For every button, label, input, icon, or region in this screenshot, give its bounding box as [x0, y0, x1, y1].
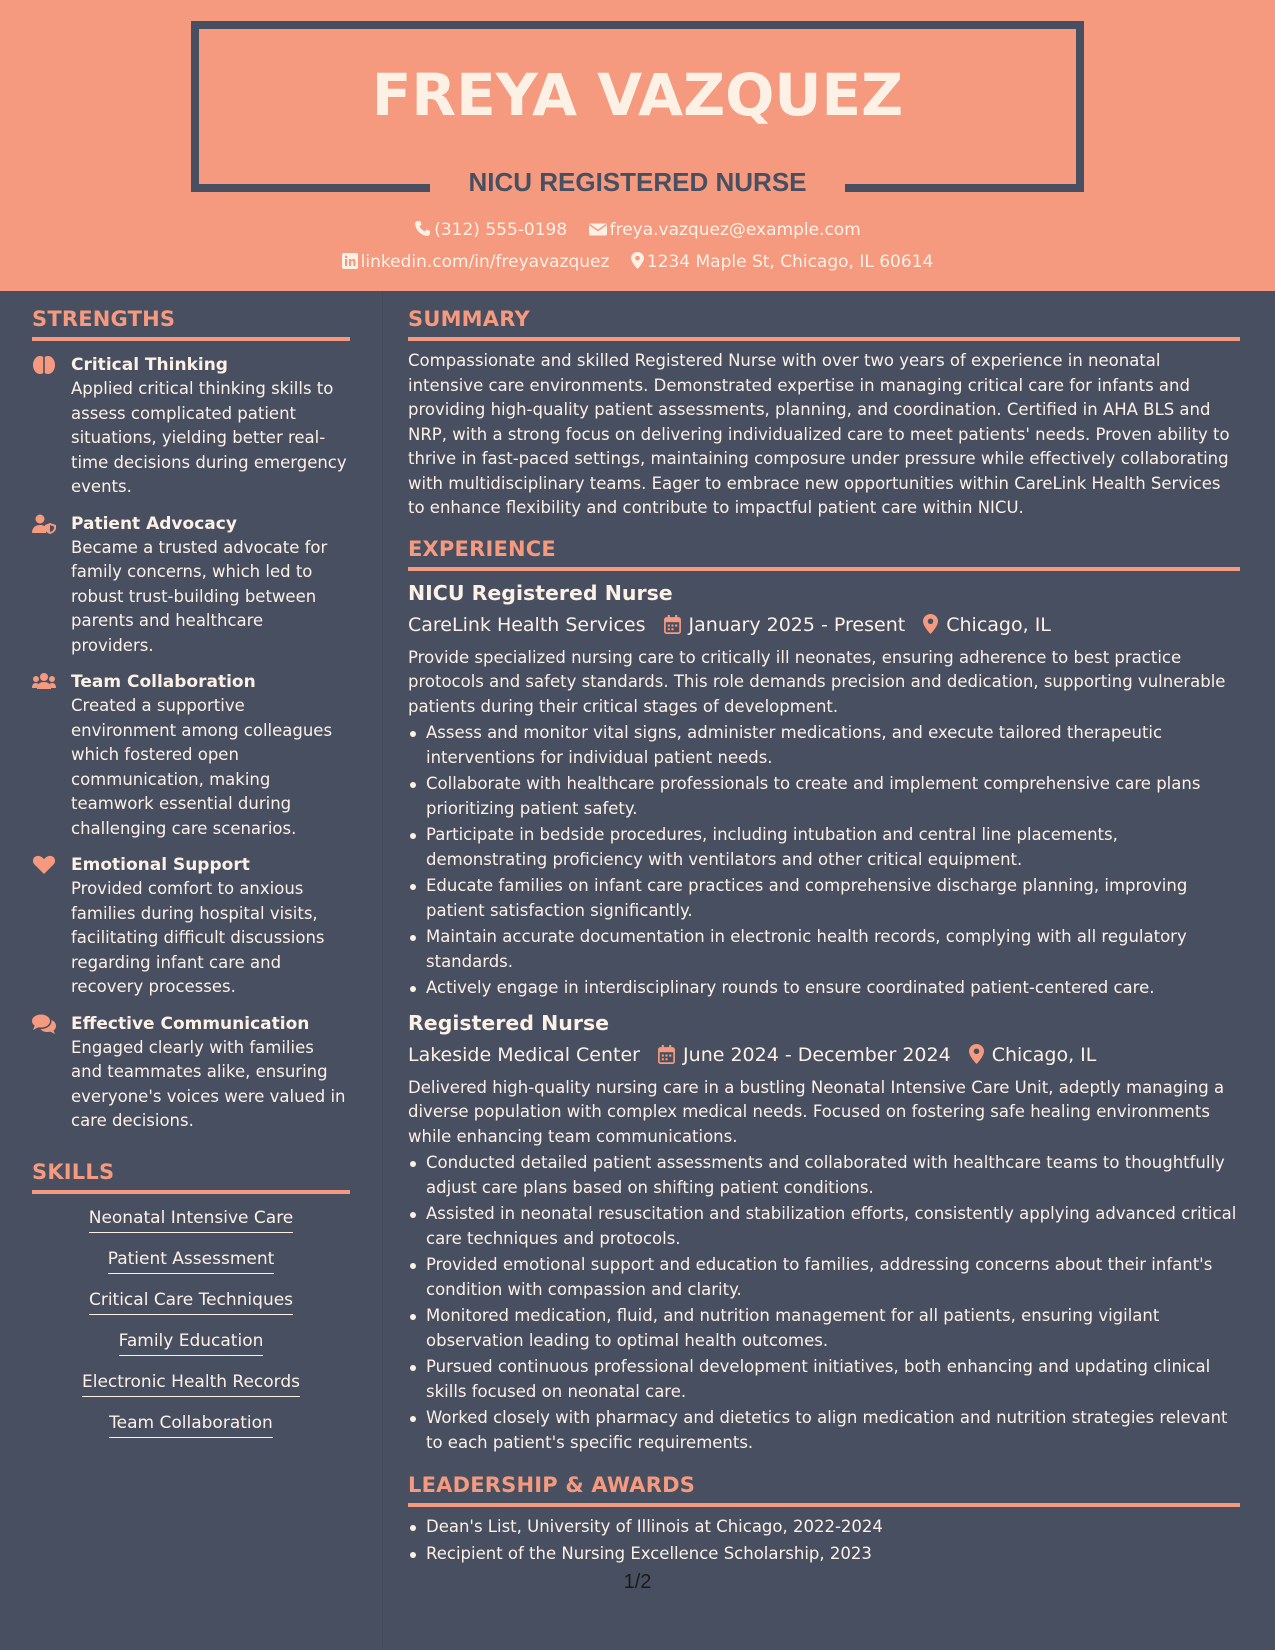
job-location: Chicago, IL: [991, 1043, 1097, 1066]
bullet-item: Participate in bedside procedures, including intubation and central line placements, demonstrating proficiency with ventilators and other critical equipment.: [408, 823, 1240, 872]
job-title-heading: NICU REGISTERED NURSE: [468, 167, 807, 197]
right-column: [408, 291, 1240, 1568]
phone-text: (312) 555-0198: [434, 220, 568, 240]
job-location: Chicago, IL: [946, 613, 1051, 636]
skill-item: Critical Care Techniques: [89, 1290, 293, 1315]
comments-icon: [32, 1014, 56, 1034]
header: [0, 0, 1275, 291]
bullet-item: Maintain accurate documentation in electronic health records, complying with all regulatory standards.: [408, 925, 1240, 974]
job-dates: January 2025 - Present: [688, 613, 906, 636]
brain-icon: [32, 355, 56, 375]
envelope-icon: [589, 222, 607, 237]
strength-desc: Provided comfort to anxious families during hospital visits, facilitating difficult discussions regarding infant care and recovery processes.: [71, 879, 325, 996]
bullet-item: Conducted detailed patient assessments and collaborated with healthcare teams to thoughtfully adjust care plans based on shifting patient conditions.: [408, 1151, 1240, 1200]
page-number: 1/2: [623, 1571, 652, 1593]
skills-heading: SKILLS: [32, 1160, 350, 1194]
linkedin-icon: [342, 253, 358, 269]
bullet-item: Pursued continuous professional development initiatives, both enhancing and updating clinical skills focused on neonatal care.: [408, 1355, 1240, 1404]
skills-list: [32, 1194, 350, 1454]
column-divider: [382, 291, 383, 1650]
phone-contact: [414, 220, 567, 240]
company-name: CareLink Health Services: [408, 613, 646, 636]
strength-title: Team Collaboration: [71, 672, 256, 692]
bullet-item: Provided emotional support and education to families, addressing concerns about their infant's condition with compassion and clarity.: [408, 1253, 1240, 1302]
users-icon: [32, 672, 56, 692]
bullet-item: Worked closely with pharmacy and dietetics to align medication and nutrition strategies relevant to each patient's specific requirements.: [408, 1406, 1240, 1455]
job-entry: [408, 579, 1240, 1001]
email-contact[interactable]: [589, 220, 861, 240]
address-text: 1234 Maple St, Chicago, IL 60614: [646, 252, 934, 272]
linkedin-text: linkedin.com/in/freyavazquez: [360, 252, 610, 272]
strength-item: [32, 1012, 350, 1134]
skill-item: Electronic Health Records: [82, 1372, 300, 1397]
summary-heading: SUMMARY: [408, 307, 1240, 341]
address-contact: [631, 252, 934, 272]
bullet-item: Assess and monitor vital signs, administer medications, and execute tailored therapeutic interventions for individual patient needs.: [408, 721, 1240, 770]
strength-desc: Became a trusted advocate for family concerns, which led to robust trust-building between parents and healthcare providers.: [71, 537, 328, 655]
job-meta: [408, 1042, 1240, 1068]
heart-icon: [32, 855, 56, 875]
company-name: Lakeside Medical Center: [408, 1043, 640, 1066]
job-meta: [408, 612, 1240, 638]
linkedin-contact[interactable]: [342, 252, 610, 272]
job-description: Delivered high-quality nursing care in a bustling Neonatal Intensive Care Unit, adeptly managing a diverse population with complex medical needs. Focused on fostering safe healing environments while enhancing team communications.: [408, 1077, 1225, 1146]
map-pin-icon: [923, 614, 938, 634]
skill-item: Neonatal Intensive Care: [89, 1208, 294, 1233]
phone-icon: [414, 220, 431, 237]
strength-item: [32, 353, 350, 500]
job-title: Registered Nurse: [408, 1010, 610, 1035]
map-pin-icon: [969, 1044, 984, 1064]
job-entry: [408, 1009, 1240, 1456]
left-column: [32, 291, 350, 1454]
job-title: NICU Registered Nurse: [408, 580, 673, 605]
skill-item: Team Collaboration: [109, 1413, 273, 1438]
job-bullets: [408, 721, 1240, 1001]
awards-list: [408, 1515, 1240, 1566]
strength-title: Critical Thinking: [71, 355, 228, 375]
job-bullets: [408, 1151, 1240, 1455]
bullet-item: Actively engage in interdisciplinary rounds to ensure coordinated patient-centered care.: [408, 976, 1240, 1001]
bullet-item: Educate families on infant care practices and comprehensive discharge planning, improving patient satisfaction significantly.: [408, 874, 1240, 923]
skill-item: Patient Assessment: [108, 1249, 275, 1274]
strength-title: Effective Communication: [71, 1013, 310, 1034]
strength-item: [32, 670, 350, 841]
job-description: Provide specialized nursing care to critically ill neonates, ensuring adherence to best practice protocols and safety standards. This role demands precision and dedication, supporting vulnerable patients during their critical stages of development.: [408, 647, 1226, 716]
contact-line-2: [0, 252, 1275, 272]
candidate-name: FREYA VAZQUEZ: [371, 61, 904, 129]
calendar-icon: [664, 615, 681, 634]
strength-title: Patient Advocacy: [71, 513, 237, 534]
bullet-item: Assisted in neonatal resuscitation and stabilization efforts, consistently applying advanced critical care techniques and protocols.: [408, 1202, 1240, 1251]
map-pin-icon: [631, 252, 644, 269]
bullet-item: Monitored medication, fluid, and nutrition management for all patients, ensuring vigilant observation leading to optimal health outcomes.: [408, 1304, 1240, 1353]
strengths-heading: STRENGTHS: [32, 307, 350, 341]
award-item: Dean's List, University of Illinois at Chicago, 2022-2024: [408, 1515, 1240, 1540]
award-item: Recipient of the Nursing Excellence Scholarship, 2023: [408, 1542, 1240, 1567]
bullet-item: Collaborate with healthcare professionals to create and implement comprehensive care plans prioritizing patient safety.: [408, 772, 1240, 821]
strength-title: Emotional Support: [71, 855, 250, 875]
strength-item: [32, 853, 350, 1000]
strength-desc: Created a supportive environment among colleagues which fostered open communication, making teamwork essential during challenging care scenarios.: [71, 696, 333, 838]
experience-heading: EXPERIENCE: [408, 537, 1240, 571]
email-text: freya.vazquez@example.com: [609, 220, 861, 240]
strength-desc: Applied critical thinking skills to assess complicated patient situations, yielding better real-time decisions during emergency events.: [71, 379, 347, 496]
summary-text: Compassionate and skilled Registered Nurse with over two years of experience in neonatal intensive care environments. Demonstrated expertise in managing critical care for infants and providing high-quality patient assessments, planning, and coordination. Certified in AHA BLS and NRP, with a strong focus on delivering individualized care to meet patients' needs. Proven ability to thrive in fast-paced settings, maintaining composure under pressure while effectively collaborating with multidisciplinary teams. Eager to embrace new opportunities within CareLink Health Services to enhance flexibility and contribute to impactful patient care within NICU.: [408, 351, 1230, 517]
job-dates: June 2024 - December 2024: [683, 1043, 951, 1066]
user-shield-icon: [32, 514, 56, 534]
calendar-icon: [658, 1045, 675, 1064]
awards-heading: LEADERSHIP & AWARDS: [408, 1473, 1240, 1507]
contact-line-1: [0, 220, 1275, 240]
strength-desc: Engaged clearly with families and teammates alike, ensuring everyone's voices were valued in care decisions.: [71, 1037, 346, 1130]
skill-item: Family Education: [119, 1331, 264, 1356]
strength-item: [32, 512, 350, 659]
